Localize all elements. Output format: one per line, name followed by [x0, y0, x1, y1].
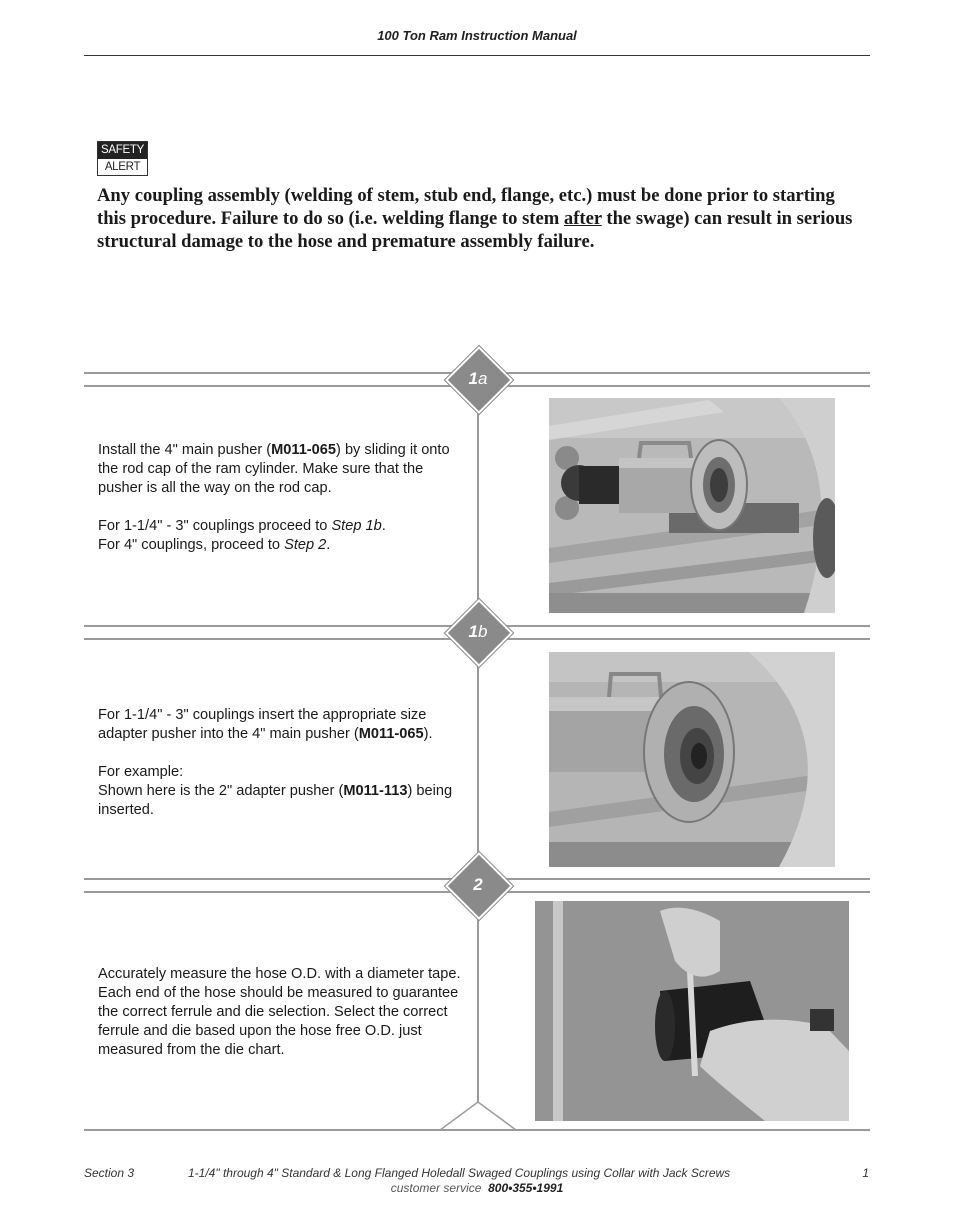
step-1b-paragraph — [98, 706, 468, 744]
diameter-tape-photo — [535, 901, 849, 1121]
text-run: For 1-1/4" - 3" couplings proceed to — [98, 518, 332, 534]
step-reference: Step 2 — [284, 537, 327, 553]
step-1b-example-label: For example: — [98, 764, 184, 780]
step-1a-suffix: a — [478, 369, 488, 388]
step-1a-next-line-1 — [98, 517, 468, 536]
column-divider-1b — [477, 658, 479, 858]
column-divider-2 — [477, 911, 479, 1103]
warning-part2: the swage) can result in serious structural damage to the hose and premature assembly failure. — [97, 208, 853, 252]
header-divider — [84, 55, 870, 56]
text-run: . — [326, 537, 331, 553]
customer-service-line — [0, 1181, 954, 1195]
step-1a-paragraph — [98, 441, 468, 498]
safety-alert-badge — [97, 141, 148, 176]
part-number: M011-065 — [271, 442, 337, 458]
part-number: M011-065 — [358, 726, 424, 742]
step-1b-suffix: b — [478, 622, 488, 641]
step-1b-example-text — [98, 782, 468, 820]
warning-emphasis: after — [563, 208, 602, 229]
text-run: For 4" couplings, proceed to — [98, 537, 285, 553]
page-number: 1 — [862, 1166, 869, 1180]
footer-document-title: 1-1/4" through 4" Standard & Long Flanged Holedall Swaged Couplings using Collar with Jack Screws — [188, 1166, 731, 1180]
adapter-pusher-photo — [549, 652, 835, 867]
step-1b-digit: 1 — [468, 622, 478, 641]
customer-service-phone: 800•355•1991 — [488, 1181, 564, 1195]
step-2-paragraph: Accurately measure the hose O.D. with a diameter tape. Each end of the hose should be measured to guarantee the correct ferrule and die selection. Select the correct ferrule and die based upon the hose free O.D. just measured from the die chart. — [98, 966, 461, 1058]
step-1a-number — [448, 369, 508, 389]
part-number: M011-113 — [343, 783, 408, 799]
footer-divider — [84, 1129, 870, 1131]
alert-label: ALERT — [98, 159, 147, 175]
step-2-text — [98, 965, 468, 1079]
text-run: . — [381, 518, 386, 534]
safety-warning-text — [97, 184, 857, 253]
step-2-number — [448, 875, 508, 895]
main-pusher-photo — [549, 398, 835, 613]
text-run: ). — [423, 726, 433, 742]
text-run: ) being inserted. — [98, 783, 453, 818]
manual-title: 100 Ton Ram Instruction Manual — [377, 28, 577, 43]
safety-label: SAFETY — [98, 142, 147, 159]
text-run: For 1-1/4" - 3" couplings insert the appropriate size adapter pusher into the 4" main pusher ( — [98, 707, 427, 742]
section-end-chevron — [440, 1100, 516, 1132]
step-1a-digit: 1 — [468, 369, 478, 388]
text-run: Shown here is the 2" adapter pusher ( — [98, 783, 344, 799]
step-1a-text — [98, 441, 468, 555]
step-2-digit: 2 — [473, 875, 483, 894]
text-run: Install the 4" main pusher ( — [98, 442, 272, 458]
step-1b-number — [448, 622, 508, 642]
step-1b-text — [98, 706, 468, 820]
warning-part1: Any coupling assembly (welding of stem, stub end, flange, etc.) must be done prior to starting this procedure. Failure to do so (i.e. welding flange to stem — [97, 185, 835, 229]
customer-service-label: customer service — [390, 1181, 482, 1195]
text-run: ) by sliding it onto the rod cap of the ram cylinder. Make sure that the pusher is all the way on the rod cap. — [98, 442, 450, 496]
footer-section: Section 3 — [84, 1166, 135, 1180]
column-divider-1a — [477, 405, 479, 605]
step-1a-next-line-2 — [98, 536, 468, 555]
step-reference: Step 1b — [331, 518, 382, 534]
